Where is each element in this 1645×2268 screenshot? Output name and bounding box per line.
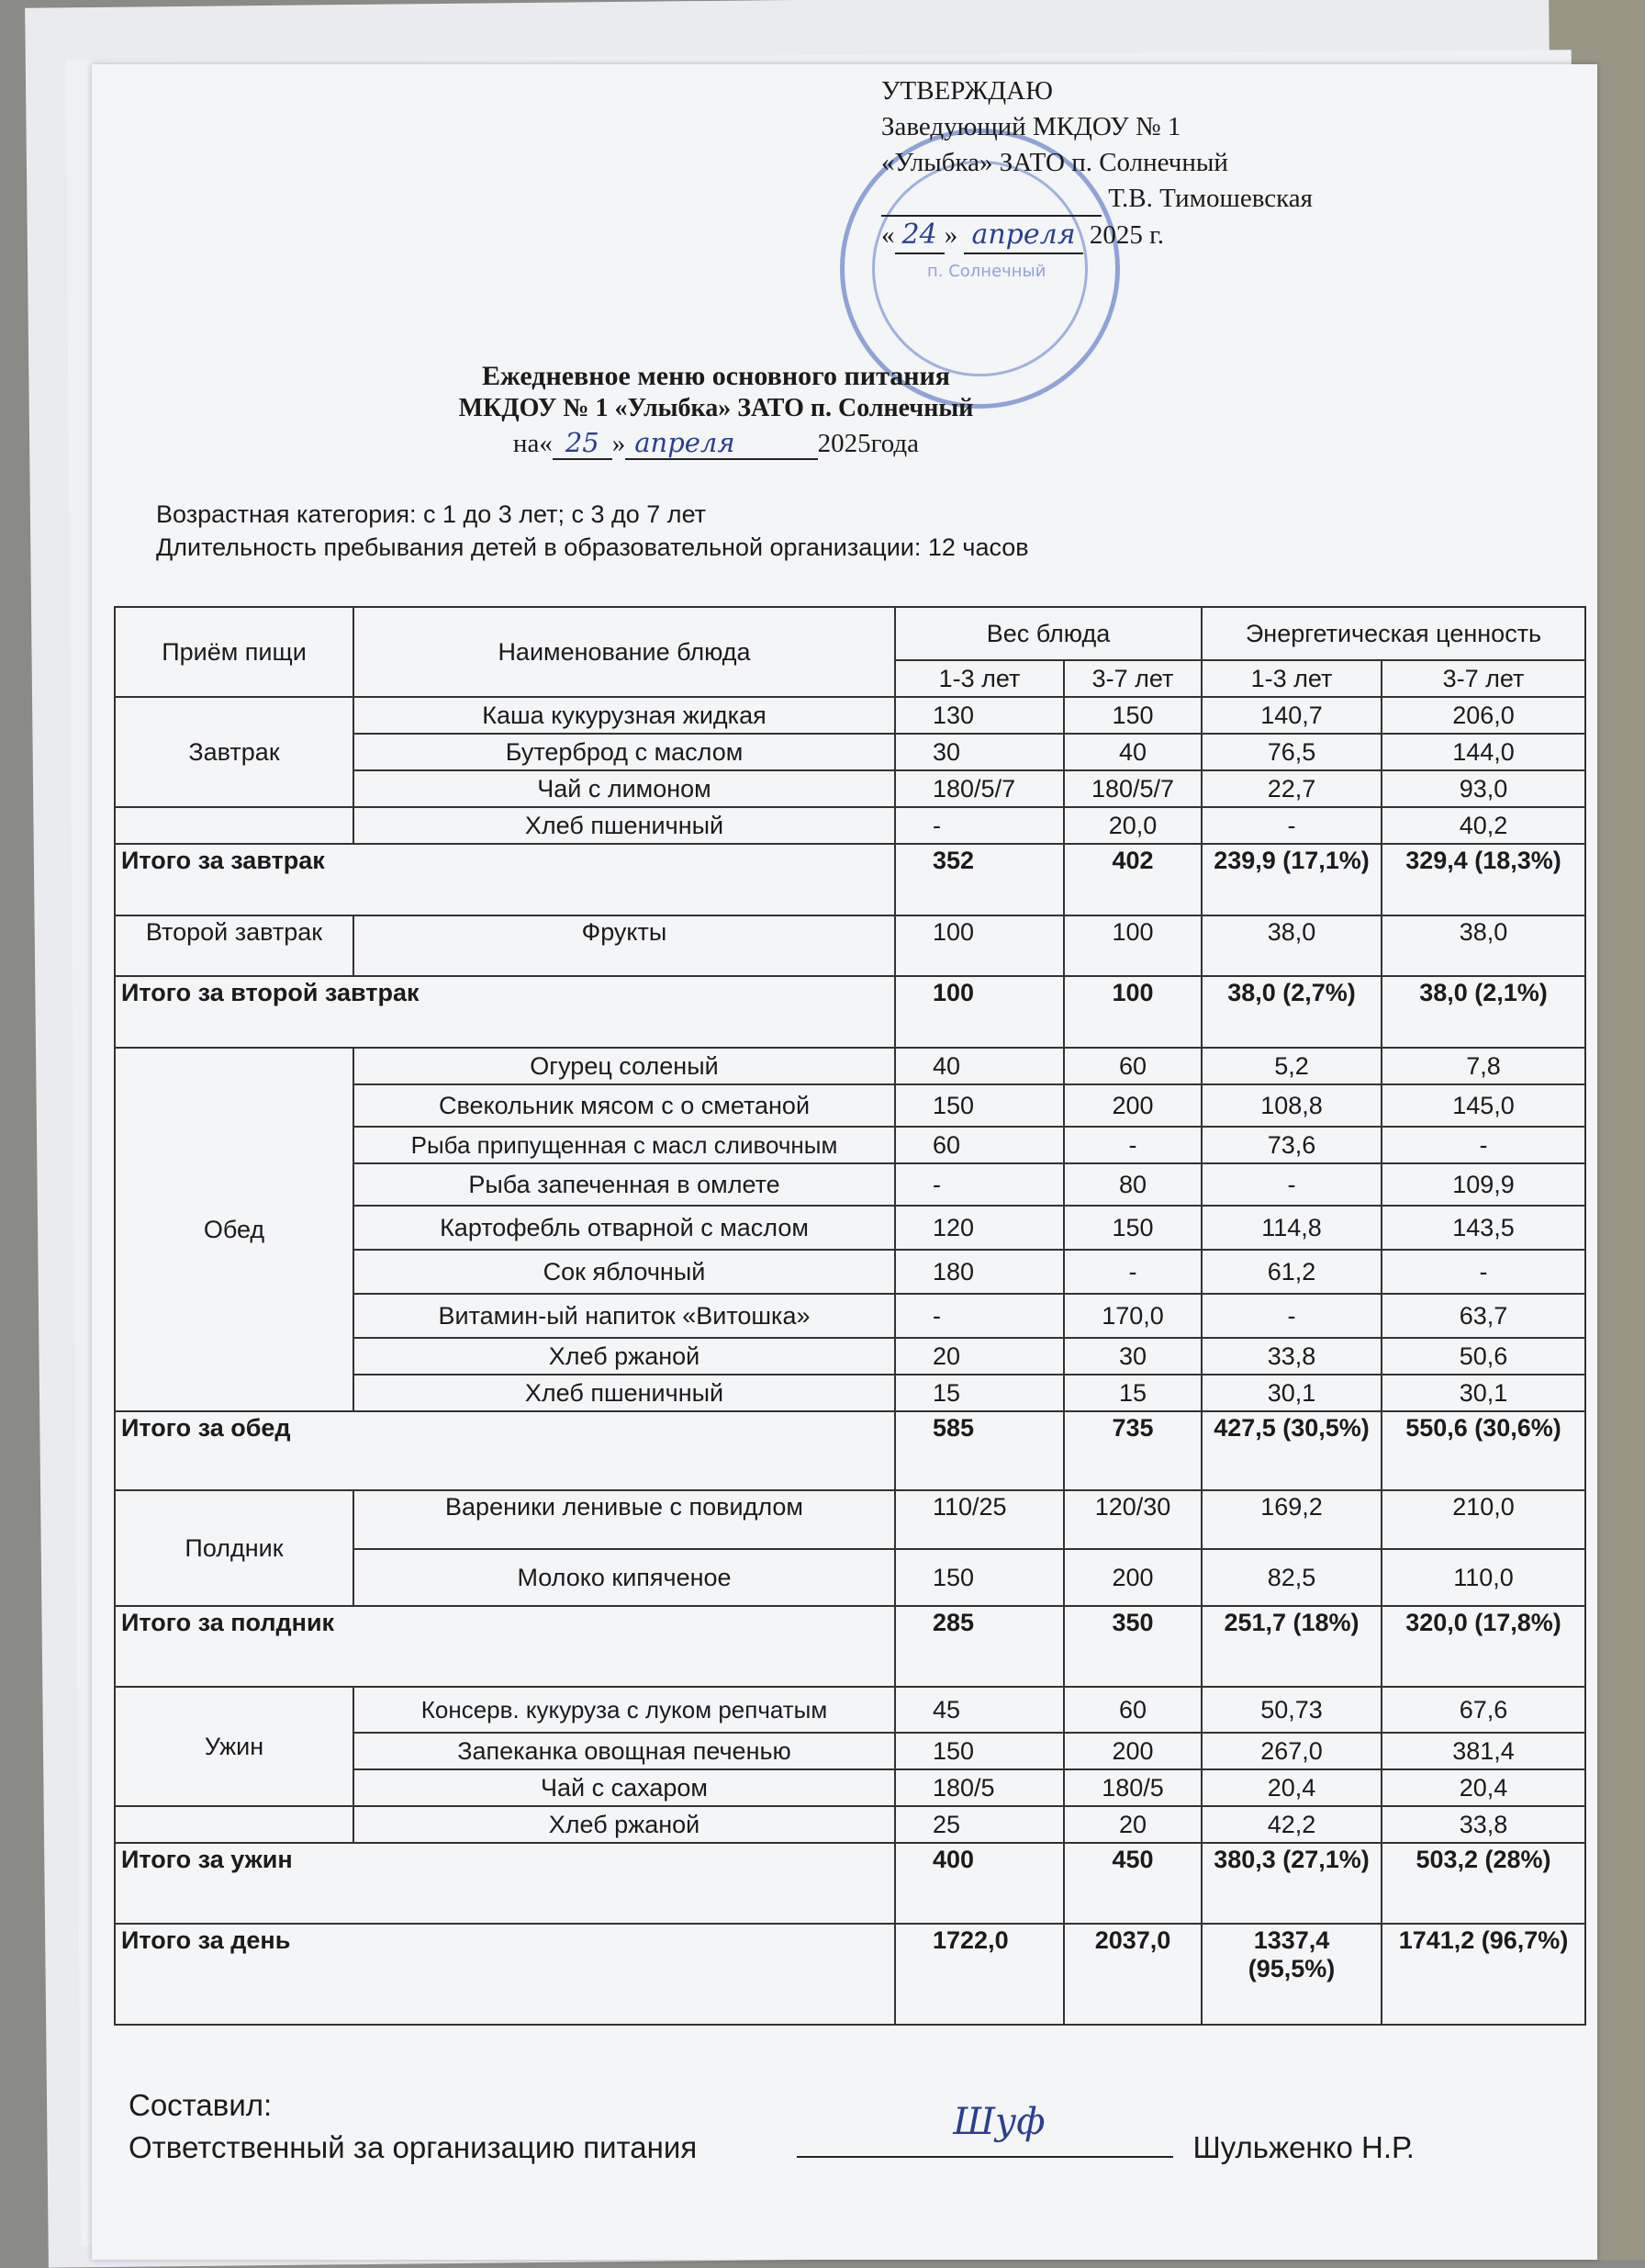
cell-value: 180/5	[895, 1769, 1064, 1806]
header-energy: Энергетическая ценность	[1202, 607, 1585, 660]
total-value: 38,0 (2,7%)	[1202, 976, 1382, 1048]
cell-value: 20	[895, 1338, 1064, 1375]
signature-line	[797, 2101, 1173, 2158]
total-row	[115, 1606, 1585, 1687]
age-category: Возрастная категория: с 1 до 3 лет; с 3 до 7 лет	[156, 500, 707, 528]
total-value: 239,9 (17,1%)	[1202, 844, 1382, 915]
total-value: 1337,4 (95,5%)	[1202, 1924, 1382, 2025]
cell-value: 60	[1064, 1048, 1202, 1084]
total-value: 352	[895, 844, 1064, 915]
total-label: Итого за второй завтрак	[115, 976, 895, 1048]
table-row	[115, 1806, 1585, 1843]
cell-value: 22,7	[1202, 770, 1382, 807]
dish-name: Витамин-ый напиток «Витошка»	[353, 1294, 895, 1338]
cell-value: 200	[1064, 1549, 1202, 1606]
approval-date: « 24 » апреля 2025 г.	[881, 217, 1313, 254]
meal-breakfast: Завтрак	[115, 697, 353, 807]
cell-value: -	[1382, 1250, 1585, 1294]
cell-value: 150	[1064, 697, 1202, 734]
cell-value: 180	[895, 1250, 1064, 1294]
cell-value: -	[1202, 1294, 1382, 1338]
total-value: 38,0 (2,1%)	[1382, 976, 1585, 1048]
total-row	[115, 1411, 1585, 1490]
total-value: 100	[895, 976, 1064, 1048]
cell-value: 42,2	[1202, 1806, 1382, 1843]
cell-value: 50,6	[1382, 1338, 1585, 1375]
cell-value: 267,0	[1202, 1733, 1382, 1769]
cell-value: 100	[1064, 915, 1202, 976]
cell-value: 20,4	[1382, 1769, 1585, 1806]
approval-organization: «Улыбка» ЗАТО п. Солнечный	[881, 148, 1228, 177]
total-value: 427,5 (30,5%)	[1202, 1411, 1382, 1490]
cell-value: 206,0	[1382, 697, 1585, 734]
total-value: 285	[895, 1606, 1064, 1687]
cell-value: 60	[1064, 1687, 1202, 1733]
cell-value: 100	[895, 915, 1064, 976]
cell-value: 110/25	[895, 1490, 1064, 1549]
dish-name: Консерв. кукуруза с луком репчатым	[353, 1687, 895, 1733]
total-value: 402	[1064, 844, 1202, 915]
table-row	[115, 697, 1585, 734]
stamp-text: п. Солнечный	[927, 262, 1046, 281]
cell-value: 200	[1064, 1084, 1202, 1127]
title-line-2: МКДОУ № 1 «Улыбка» ЗАТО п. Солнечный	[458, 394, 974, 422]
total-value: 2037,0	[1064, 1924, 1202, 2025]
cell-value: 170,0	[1064, 1294, 1202, 1338]
cell-value: 50,73	[1202, 1687, 1382, 1733]
total-value: 320,0 (17,8%)	[1382, 1606, 1585, 1687]
cell-value: 150	[895, 1084, 1064, 1127]
footer	[129, 2084, 1415, 2169]
total-value: 251,7 (18%)	[1202, 1606, 1382, 1687]
document-title	[349, 360, 1083, 462]
approval-year: 2025 г.	[1089, 220, 1164, 250]
day-total-row	[115, 1924, 1585, 2025]
cell-value: 38,0	[1382, 915, 1585, 976]
header-age-3-7-energy: 3-7 лет	[1382, 660, 1585, 697]
total-row	[115, 976, 1585, 1048]
total-value: 585	[895, 1411, 1064, 1490]
header-meal: Приём пищи	[115, 607, 353, 697]
approval-day: 24	[895, 217, 945, 254]
cell-value: 82,5	[1202, 1549, 1382, 1606]
cell-value: 33,8	[1202, 1338, 1382, 1375]
cell-value: 76,5	[1202, 734, 1382, 770]
menu-table	[114, 606, 1586, 2026]
cell-value: 15	[895, 1375, 1064, 1411]
cell-value: 40,2	[1382, 807, 1585, 844]
cell-value: 40	[895, 1048, 1064, 1084]
cell-value: 20,4	[1202, 1769, 1382, 1806]
cell-value: 110,0	[1382, 1549, 1585, 1606]
cell-value: 108,8	[1202, 1084, 1382, 1127]
approval-title: УТВЕРЖДАЮ	[881, 76, 1053, 106]
total-label: Итого за завтрак	[115, 844, 895, 915]
dish-name: Запеканка овощная печенью	[353, 1733, 895, 1769]
cell-value: 63,7	[1382, 1294, 1585, 1338]
cell-value: 30	[1064, 1338, 1202, 1375]
cell-value: 381,4	[1382, 1733, 1585, 1769]
dish-name: Рыба припущенная с масл сливочным	[353, 1127, 895, 1163]
cell-value: 150	[895, 1733, 1064, 1769]
cell-value: 60	[895, 1127, 1064, 1163]
cell-value: -	[1202, 1163, 1382, 1206]
dish-name: Хлеб ржаной	[353, 1806, 895, 1843]
title-date: на« 25 » апреля 2025года	[512, 427, 920, 458]
total-value: 400	[895, 1843, 1064, 1924]
cell-value: 120/30	[1064, 1490, 1202, 1549]
total-label: Итого за ужин	[115, 1843, 895, 1924]
cell-value: 5,2	[1202, 1048, 1382, 1084]
meal-lunch: Обед	[115, 1048, 353, 1411]
cell-value: 114,8	[1202, 1206, 1382, 1250]
cell-value: 130	[895, 697, 1064, 734]
dish-name: Хлеб пшеничный	[353, 807, 895, 844]
cell-value: 140,7	[1202, 697, 1382, 734]
cell-value: 180/5/7	[895, 770, 1064, 807]
table-row	[115, 807, 1585, 844]
cell-value: -	[895, 1163, 1064, 1206]
cell-value: 210,0	[1382, 1490, 1585, 1549]
dish-name: Хлеб ржаной	[353, 1338, 895, 1375]
cell-value: -	[895, 807, 1064, 844]
meal-snack: Полдник	[115, 1490, 353, 1606]
cell-value: -	[1064, 1127, 1202, 1163]
dish-name: Вареники ленивые с повидлом	[353, 1490, 895, 1549]
meal-second-breakfast: Второй завтрак	[115, 915, 353, 976]
cell-value: -	[895, 1294, 1064, 1338]
header-dish: Наименование блюда	[353, 607, 895, 697]
total-row	[115, 1843, 1585, 1924]
dish-name: Рыба запеченная в омлете	[353, 1163, 895, 1206]
cell-value: -	[1202, 807, 1382, 844]
cell-value: 20	[1064, 1806, 1202, 1843]
total-row	[115, 844, 1585, 915]
total-value: 450	[1064, 1843, 1202, 1924]
title-month: апреля	[625, 427, 817, 460]
table-row	[115, 1687, 1585, 1733]
cell-value: 120	[895, 1206, 1064, 1250]
cell-value: 30	[895, 734, 1064, 770]
cell-value: 61,2	[1202, 1250, 1382, 1294]
approval-month: апреля	[964, 217, 1082, 254]
cell-value: 150	[1064, 1206, 1202, 1250]
approval-signature	[881, 189, 1102, 217]
table-row	[115, 915, 1585, 976]
cell-value: 200	[1064, 1733, 1202, 1769]
cell-value: 180/5/7	[1064, 770, 1202, 807]
dish-name: Огурец соленый	[353, 1048, 895, 1084]
cell-value: 67,6	[1382, 1687, 1585, 1733]
cell-value: 45	[895, 1687, 1064, 1733]
cell-value: 20,0	[1064, 807, 1202, 844]
cell-value: 180/5	[1064, 1769, 1202, 1806]
cell-value: -	[1382, 1127, 1585, 1163]
dish-name: Молоко кипяченое	[353, 1549, 895, 1606]
title-line-1: Ежедневное меню основного питания	[481, 361, 950, 391]
dish-name: Картофебль отварной с маслом	[353, 1206, 895, 1250]
cell-value: 144,0	[1382, 734, 1585, 770]
total-label: Итого за полдник	[115, 1606, 895, 1687]
responsible-label: Ответственный за организацию питания	[129, 2130, 698, 2164]
cell-value: 109,9	[1382, 1163, 1585, 1206]
dish-name: Чай с лимоном	[353, 770, 895, 807]
total-label: Итого за день	[115, 1924, 895, 2025]
total-value: 350	[1064, 1606, 1202, 1687]
meal-dinner: Ужин	[115, 1687, 353, 1806]
table-row	[115, 1048, 1585, 1084]
total-value: 329,4 (18,3%)	[1382, 844, 1585, 915]
cell-value: 33,8	[1382, 1806, 1585, 1843]
cell-value: 143,5	[1382, 1206, 1585, 1250]
cell-value: 150	[895, 1549, 1064, 1606]
approval-name: Т.В. Тимошевская	[1108, 184, 1313, 213]
cell-value: 38,0	[1202, 915, 1382, 976]
info-block	[156, 498, 1029, 564]
total-value: 100	[1064, 976, 1202, 1048]
cell-value: 25	[895, 1806, 1064, 1843]
cell-value: 80	[1064, 1163, 1202, 1206]
table-row	[115, 1490, 1585, 1549]
header-weight: Вес блюда	[895, 607, 1202, 660]
total-value: 1741,2 (96,7%)	[1382, 1924, 1585, 2025]
approval-position: Заведующий МКДОУ № 1	[881, 112, 1181, 141]
total-value: 380,3 (27,1%)	[1202, 1843, 1382, 1924]
dish-name: Бутерброд с маслом	[353, 734, 895, 770]
header-age-1-3-energy: 1-3 лет	[1202, 660, 1382, 697]
cell-value: 30,1	[1202, 1375, 1382, 1411]
empty-cell	[115, 1806, 353, 1843]
dish-name: Каша кукурузная жидкая	[353, 697, 895, 734]
title-day: 25	[553, 427, 612, 460]
dish-name: Хлеб пшеничный	[353, 1375, 895, 1411]
approval-signature-line	[881, 181, 1313, 217]
cell-value: 30,1	[1382, 1375, 1585, 1411]
cell-value: 15	[1064, 1375, 1202, 1411]
dish-name: Свекольник мясом с о сметаной	[353, 1084, 895, 1127]
header-age-3-7-weight: 3-7 лет	[1064, 660, 1202, 697]
total-value: 503,2 (28%)	[1382, 1843, 1585, 1924]
empty-cell	[115, 807, 353, 844]
responsible-name: Шульженко Н.Р.	[1192, 2130, 1415, 2164]
total-value: 1722,0	[895, 1924, 1064, 2025]
total-label: Итого за обед	[115, 1411, 895, 1490]
approval-block	[881, 73, 1313, 254]
handwritten-signature: Шуф	[953, 2101, 1046, 2143]
cell-value: -	[1064, 1250, 1202, 1294]
total-value: 735	[1064, 1411, 1202, 1490]
composed-label: Составил:	[129, 2088, 273, 2122]
cell-value: 145,0	[1382, 1084, 1585, 1127]
cell-value: 40	[1064, 734, 1202, 770]
cell-value: 169,2	[1202, 1490, 1382, 1549]
cell-value: 93,0	[1382, 770, 1585, 807]
dish-name: Фрукты	[353, 915, 895, 976]
cell-value: 73,6	[1202, 1127, 1382, 1163]
cell-value: 7,8	[1382, 1048, 1585, 1084]
header-age-1-3-weight: 1-3 лет	[895, 660, 1064, 697]
stay-duration: Длительность пребывания детей в образовательной организации: 12 часов	[156, 533, 1029, 561]
dish-name: Сок яблочный	[353, 1250, 895, 1294]
total-value: 550,6 (30,6%)	[1382, 1411, 1585, 1490]
dish-name: Чай с сахаром	[353, 1769, 895, 1806]
